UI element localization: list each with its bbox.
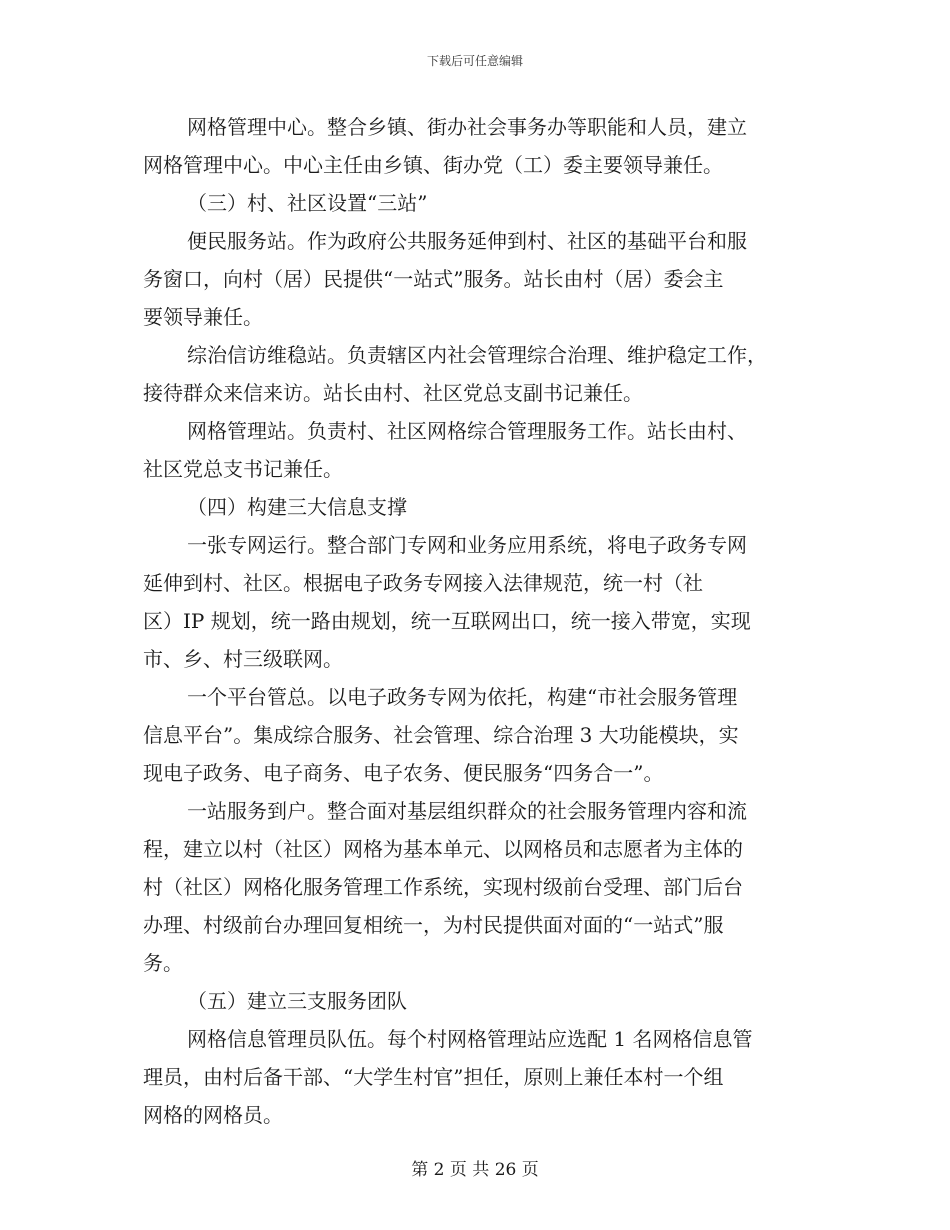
section-heading: （三）村、社区设置“三站” [187,191,428,215]
paragraph-line: 一张专网运行。整合部门专网和业务应用系统，将电子政务专网 [187,533,747,557]
paragraph-line: 务。 [143,951,183,975]
paragraph-line: 市、乡、村三级联网。 [143,647,343,671]
paragraph-line: 现电子政务、电子商务、电子农务、便民服务“四务合一”。 [143,761,664,785]
paragraph-line: 便民服务站。作为政府公共服务延伸到村、社区的基础平台和服 [187,229,747,253]
paragraph-line: 网格的网格员。 [143,1103,283,1127]
paragraph-line: 办理、村级前台办理回复相统一，为村民提供面对面的“一站式”服 [143,913,724,937]
page-number: 第 2 页 共 26 页 [411,1160,539,1180]
paragraph-line: 程，建立以村（社区）网格为基本单元、以网格员和志愿者为主体的 [143,837,743,861]
page-header-note: 下载后可任意编辑 [426,54,523,68]
paragraph-line: 一站服务到户。整合面对基层组织群众的社会服务管理内容和流 [187,799,747,823]
paragraph-line: 网格管理中心。整合乡镇、街办社会事务办等职能和人员，建立 [187,115,747,139]
paragraph-line: 延伸到村、社区。根据电子政务专网接入法律规范，统一村（社 [143,571,703,595]
paragraph-line: 网格管理站。负责村、社区网格综合管理服务工作。站长由村、 [187,419,747,443]
paragraph-line: 要领导兼任。 [143,305,263,329]
paragraph-line: 信息平台”。集成综合服务、社会管理、综合治理 3 大功能模块，实 [143,723,739,747]
paragraph-line: 务窗口，向村（居）民提供“一站式”服务。站长由村（居）委会主 [143,267,724,291]
paragraph-line: 综治信访维稳站。负责辖区内社会管理综合治理、维护稳定工作， [187,343,767,367]
paragraph-line: 社区党总支书记兼任。 [143,457,343,481]
document-body [143,108,803,1134]
paragraph-line: 区）IP 规划，统一路由规划，统一互联网出口，统一接入带宽，实现 [143,609,751,633]
paragraph-line: 接待群众来信来访。站长由村、社区党总支副书记兼任。 [143,381,643,405]
paragraph-line: 理员，由村后备干部、“大学生村官”担任，原则上兼任本村一个组 [143,1065,724,1089]
section-heading: （五）建立三支服务团队 [187,989,407,1013]
section-heading: （四）构建三大信息支撑 [187,495,407,519]
paragraph-line: 村（社区）网格化服务管理工作系统，实现村级前台受理、部门后台 [143,875,743,899]
paragraph-line: 网格管理中心。中心主任由乡镇、街办党（工）委主要领导兼任。 [143,153,723,177]
paragraph-line: 网格信息管理员队伍。每个村网格管理站应选配 1 名网格信息管 [187,1027,753,1051]
paragraph-line: 一个平台管总。以电子政务专网为依托，构建“市社会服务管理 [187,685,738,709]
